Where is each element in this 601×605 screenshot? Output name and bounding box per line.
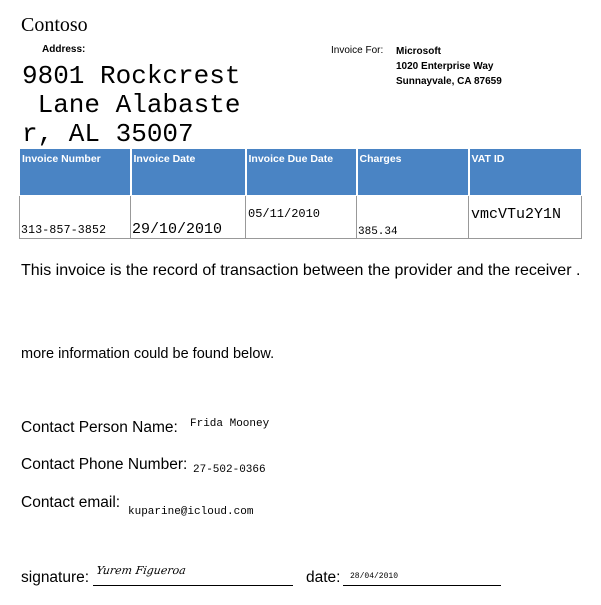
- address-line: 9801 Rockcrest: [22, 61, 241, 91]
- contact-email-value: kuparine@icloud.com: [128, 506, 254, 518]
- sender-address: [22, 62, 240, 149]
- contact-email-label: Contact email:: [21, 494, 121, 511]
- due-date-value: 05/11/2010: [248, 207, 321, 221]
- contact-phone-value: 27-502-0366: [193, 464, 266, 476]
- recipient-city: Sunnayvale, CA 87659: [396, 76, 502, 87]
- signature-label: signature:: [21, 569, 90, 586]
- recipient-address: [396, 44, 502, 89]
- invoice-number-value: 313-857-3852: [21, 224, 107, 237]
- cell-due-date: [246, 196, 357, 239]
- signature-date-value: 28/04/2010: [350, 572, 399, 581]
- header-charges: Charges: [357, 149, 469, 196]
- address-label: Address:: [42, 44, 86, 55]
- signature-name: Yurem Figueroa: [96, 564, 187, 577]
- charges-value: 385.34: [358, 226, 398, 238]
- header-invoice-date: Invoice Date: [131, 149, 246, 196]
- recipient-name: Microsoft: [396, 46, 441, 57]
- invoice-for-label: Invoice For:: [331, 45, 384, 56]
- invoice-table: [19, 148, 583, 239]
- recipient-street: 1020 Enterprise Way: [396, 61, 494, 72]
- header-due-date: Invoice Due Date: [246, 149, 357, 196]
- header-vat-id: VAT ID: [469, 149, 582, 196]
- cell-charges: [357, 196, 469, 239]
- cell-vat-id: [469, 196, 582, 239]
- handwritten-signature: [96, 560, 206, 582]
- signature-line: [93, 585, 293, 586]
- table-row: [20, 196, 582, 239]
- company-name: Contoso: [21, 14, 88, 36]
- table-header-row: [20, 149, 582, 196]
- cell-invoice-date: [131, 196, 246, 239]
- more-info-text: more information could be found below.: [21, 346, 275, 362]
- address-line: r, AL 35007: [22, 119, 194, 149]
- address-line: Lane Alabaste: [22, 90, 241, 120]
- vat-id-value: vmcVTu2Y1N: [471, 206, 562, 223]
- invoice-date-value: 29/10/2010: [132, 221, 223, 238]
- contact-phone-label: Contact Phone Number:: [21, 456, 188, 473]
- header-invoice-number: Invoice Number: [20, 149, 131, 196]
- cell-invoice-number: [20, 196, 131, 239]
- invoice-description: This invoice is the record of transaction between the provider and the receiver .: [21, 262, 581, 279]
- date-label: date:: [306, 569, 341, 586]
- contact-name-value: Frida Mooney: [190, 418, 270, 430]
- contact-name-label: Contact Person Name:: [21, 419, 178, 436]
- date-line: [343, 585, 501, 586]
